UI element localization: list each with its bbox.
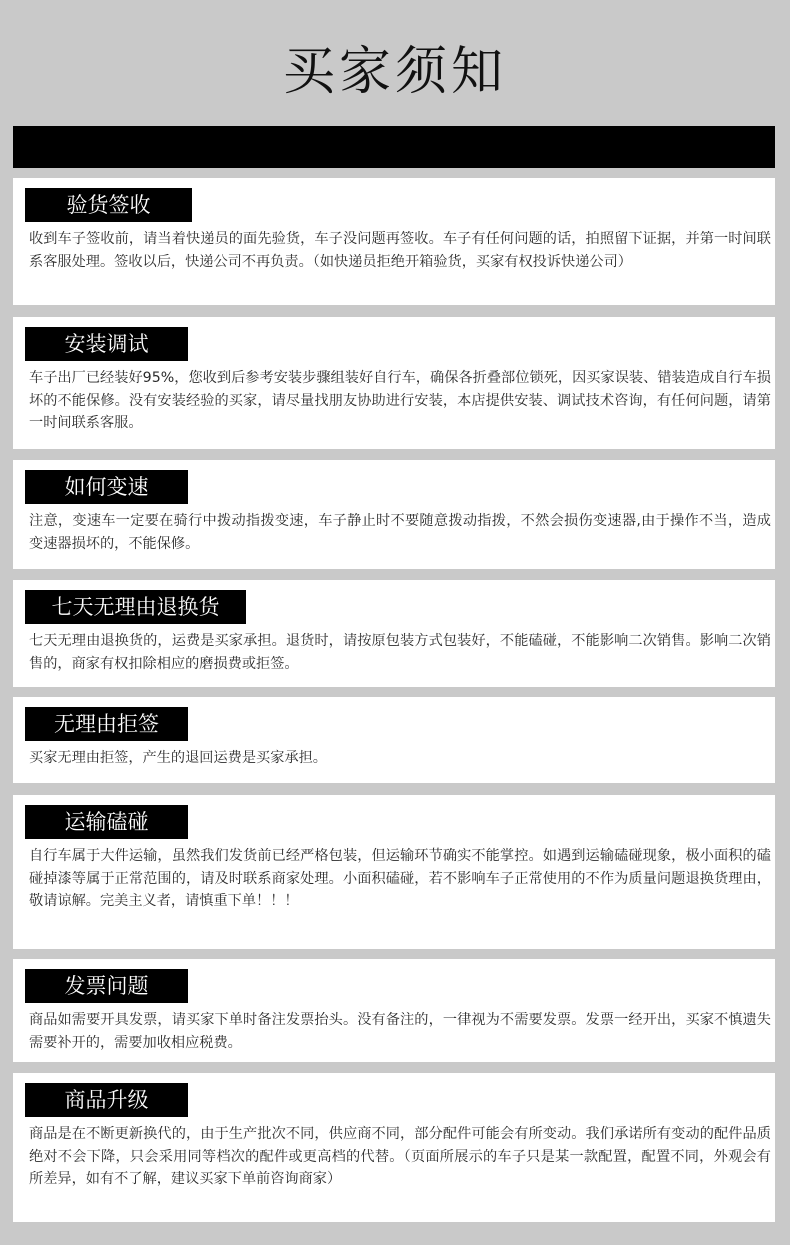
section-title: 如何变速 (25, 470, 188, 504)
section-refusal (13, 697, 775, 783)
section-title: 验货签收 (25, 188, 192, 222)
section-title: 商品升级 (25, 1083, 188, 1117)
section-seven-day-return (13, 580, 775, 687)
section-installation (13, 317, 775, 449)
section-text: 自行车属于大件运输，虽然我们发货前已经严格包装，但运输环节确实不能掌控。如遇到运输磕碰现象，极小面积的磕碰掉漆等属于正常范围的，请及时联系商家处理。小面积磕碰，若不影响车子正常使用的不作为质量问题退换货理由，敬请谅解。完美主义者，请慎重下单！！！ (29, 848, 771, 909)
section-text: 车子出厂已经装好95%，您收到后参考安装步骤组装好自行车，确保各折叠部位锁死，因买家误装、错装造成自行车损坏的不能保修。没有安装经验的买家，请尽量找朋友协助进行安装，本店提供安装、调试技术咨询，有任何问题，请第一时间联系客服。 (29, 370, 771, 431)
section-title: 七天无理由退换货 (25, 590, 246, 624)
section-invoice (13, 959, 775, 1062)
section-title: 运输磕碰 (25, 805, 188, 839)
section-gear-shifting (13, 460, 775, 569)
section-text: 七天无理由退换货的，运费是买家承担。退货时，请按原包装方式包装好，不能磕碰，不能影响二次销售。影响二次销售的，商家有权扣除相应的磨损费或拒签。 (29, 633, 771, 672)
section-text: 商品如需要开具发票，请买家下单时备注发票抬头。没有备注的，一律视为不需要发票。发票一经开出，买家不慎遗失需要补开的，需要加收相应税费。 (29, 1012, 771, 1051)
section-inspection (13, 178, 775, 305)
section-text: 收到车子签收前，请当着快递员的面先验货，车子没问题再签收。车子有任何问题的话，拍照留下证据，并第一时间联系客服处理。签收以后，快递公司不再负责。（如快递员拒绝开箱验货，买家有权投诉快递公司） (29, 231, 771, 270)
section-title: 发票问题 (25, 969, 188, 1003)
section-text: 商品是在不断更新换代的，由于生产批次不同，供应商不同，部分配件可能会有所变动。我们承诺所有变动的配件品质绝对不会下降，只会采用同等档次的配件或更高档的代替。（页面所展示的车子只是某一款配置，配置不同，外观会有所差异，如有不了解，建议买家下单前咨询商家） (29, 1126, 771, 1187)
section-text: 买家无理由拒签，产生的退回运费是买家承担。 (29, 750, 327, 766)
header-divider-bar (13, 126, 775, 168)
page-title: 买家须知 (282, 42, 507, 102)
section-text: 注意，变速车一定要在骑行中拨动指拨变速，车子静止时不要随意拨动指拨，不然会损伤变速器,由于操作不当，造成变速器损坏的，不能保修。 (29, 513, 771, 552)
section-product-upgrade (13, 1073, 775, 1222)
section-title: 安装调试 (25, 327, 188, 361)
section-shipping-damage (13, 795, 775, 949)
section-title: 无理由拒签 (25, 707, 188, 741)
